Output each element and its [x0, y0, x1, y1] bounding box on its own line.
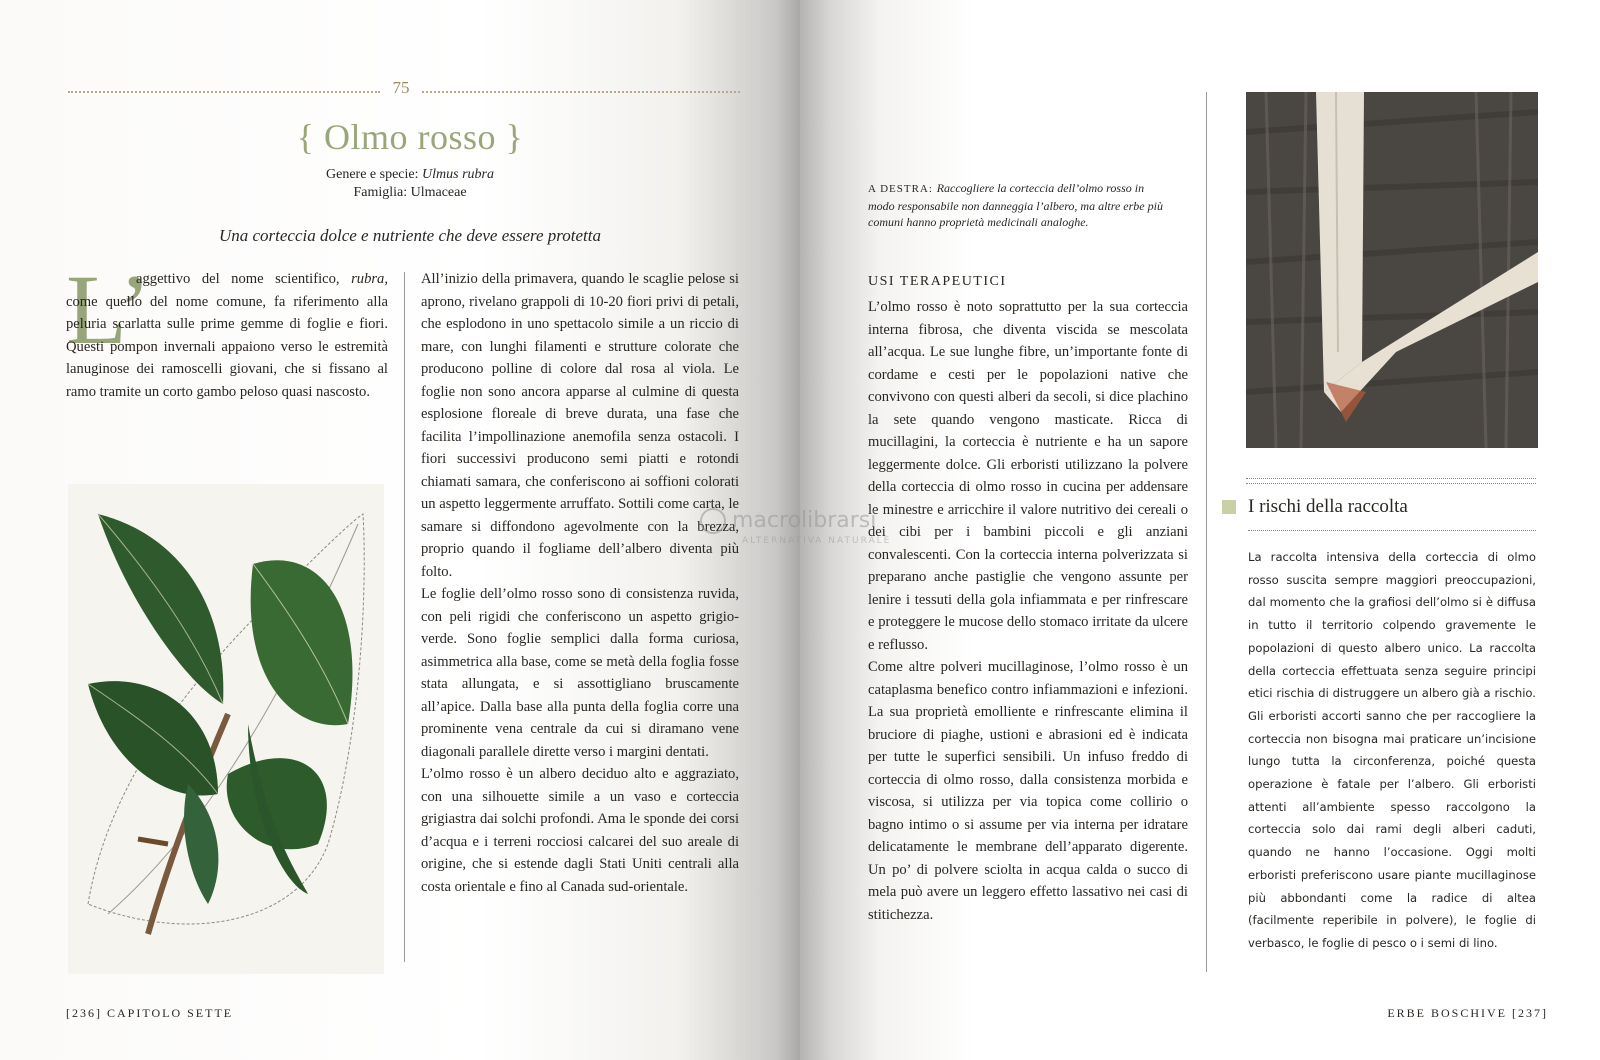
body-paragraph: Le foglie dell’olmo rosso sono di consistenza ruvida, con peli rigidi che conferiscono un aspetto grigio-verde. Sono foglie semplici dalla forma curiosa, asimmetrica alla base, come se metà della foglia fosse stata allungata, e si assottigliano bruscamente all’apice. Dalla base alla punta della foglia corre una prominente vena centrale da cui si diramano vene diagonali parallele dirette verso i margini dentati.	[421, 586, 739, 760]
watermark	[700, 508, 876, 534]
column-divider-right	[1206, 92, 1207, 972]
page-footer-left: [236] CAPITOLO SETTE	[66, 1006, 234, 1020]
watermark-logo-icon	[700, 508, 726, 534]
section-number: 75	[392, 78, 410, 97]
peeled-bark-image	[1246, 92, 1538, 448]
body-paragraph: L’olmo rosso è noto soprattutto per la sua corteccia interna fibrosa, che diventa viscida se mescolata all’acqua. Le sue lunghe fibre, un’importante fonte di cordame e cesti per le popolazioni native che convivono con questi alberi da secoli, si dice plachino la sete quando vengono masticate. Ricca di mucillagini, la corteccia è nutriente e ha un sapore leggermente dolce. Gli erboristi utilizzano la polvere della corteccia di olmo rosso in cucina per addensare le minestre e arricchire il valore nutritivo dei cereali o dei cibi per i bambini piccoli e gli anziani convalescenti. Con la corteccia interna polverizzata si preparano anche pastiglie che vengono assunte per lenire i tessuti della gola infiammata e per rinfrescare e proteggere le mucose dello stomaco irritate da ulcere e reflusso.	[868, 299, 1188, 653]
column-divider-left	[404, 272, 405, 962]
genus-label: Genere e specie:	[326, 167, 423, 182]
body-paragraph: Come altre polveri mucillaginose, l’olmo rosso è un cataplasma benefico contro infiammazioni e infezioni. La sua proprietà emolliente e rinfrescante elimina il bruciore di piaghe, ustioni e abrasioni ed è indicata per tutte le superfici sensibili. Un infuso freddo di corteccia di olmo rosso, dalla consistenza morbida e viscosa, si utilizza per via topica come collirio o bagno intimo o si assume per via interna per idratare delicatamente le membrane dell’apparato digerente. Un po’ di polvere sciolta in acqua calda o succo di mela può avere un leggero effetto lassativo nei casi di stitichezza.	[868, 659, 1188, 923]
intro-text-b: , come quello del nome comune, fa riferimento alla peluria scarlatta sulle prime gemme di foglie e fiori. Questi pompon invernali appaiono verso le estremità lanuginose dei ramoscelli giovani, che si fissano al ramo tramite un corto gambo peloso quasi nascosto.	[66, 271, 388, 400]
body-paragraph: All’inizio della primavera, quando le scaglie pelose si aprono, rivelano grappoli di 10-20 fiori privi di petali, che esplodono in uno spettacolo simile a un riccio di mare, con lunghi filamenti e strutture colorate che producono polline di colore dal rosa al viola. Le foglie non sono ancora apparse al culmine di questa esplosione floreale di breve durata, una fase che facilita l’impollinazione anemofila senza ostacoli. I fiori successivi producono semi piatti e rotondi chiamati samara, che conferiscono ai soffioni colorati un aspetto leggermente arruffato. Sottili come carta, le samare si diffondono agevolmente con la brezza, proprio quando il fogliame dell’albero diventa più folto.	[421, 271, 739, 580]
taxonomy-block	[250, 166, 570, 202]
tagline: Una corteccia dolce e nutriente che deve essere protetta	[218, 226, 602, 245]
page-title: { Olmo rosso }	[296, 117, 524, 157]
genus-line	[250, 166, 570, 184]
intro-text-a: aggettivo del nome scientifico,	[136, 271, 352, 287]
sidebar-heading: I rischi della raccolta	[1248, 496, 1408, 517]
leaf-branch-drawing	[68, 484, 384, 974]
therapeutic-uses-column	[868, 296, 1188, 926]
header-dotted-rule-left	[68, 91, 380, 93]
sidebar-bullet-square	[1222, 500, 1236, 514]
family-line: Famiglia: Ulmaceae	[353, 185, 467, 200]
elm-leaf-illustration	[68, 484, 384, 974]
page-footer-right: ERBE BOSCHIVE [237]	[1387, 1006, 1548, 1020]
sidebar-text: La raccolta intensiva della corteccia di olmo rosso suscita sempre maggiori preoccupazioni, dal momento che la grafiosi dell’olmo si è diffusa in tutto il territorio colpendo gravemente le popolazioni di questo albero unico. La raccolta della corteccia effettuata senza seguire principi etici rischia di distruggere un albero già a rischio. Gli erboristi accorti sanno che per raccogliere la corteccia non bisogna mai praticare un’incisione lungo tutta la circonferenza, poiché questa operazione è fatale per l’albero. Gli erboristi attenti all’ambiente spesso raccolgono la corteccia solo dai rami degli alberi caduti, quando ne hanno l’occasione. Oggi molti erboristi preferiscono usare piante mucillaginose più abbondanti come la radice di altea (facilmente reperibile in polvere), le foglie di verbasco, le foglie di pesco o i semi di lino.	[1248, 550, 1536, 950]
body-paragraph: L’olmo rosso è un albero deciduo alto e aggraziato, con una silhouette simile a un vaso e corteccia grigiastra dai solchi profondi. Ama le sponde dei corsi d’acqua e i terreni rocciosi calcarei del suo areale di origine, che si estende dagli Stati Uniti centrali alla costa orientale e fino al Canada sud-orientale.	[421, 766, 739, 895]
header-dotted-rule-right	[422, 91, 740, 93]
caption-text: Raccogliere la corteccia dell’olmo rosso in modo responsabile non danneggia l’albero, ma altre erbe più comuni hanno proprietà medicinali analoghe.	[868, 181, 1163, 229]
section-heading: USI TERAPEUTICI	[868, 274, 1007, 289]
watermark-text: macrolibrarsi	[732, 508, 877, 533]
bark-photo	[1246, 92, 1538, 448]
watermark-subtext: ALTERNATIVA NATURALE	[742, 536, 892, 546]
body-column-2	[421, 268, 739, 898]
drop-cap: L’	[66, 254, 152, 365]
sidebar-top-rule	[1246, 478, 1536, 484]
genus-value: Ulmus rubra	[422, 167, 494, 182]
photo-caption	[868, 180, 1168, 231]
intro-paragraph	[66, 268, 388, 403]
sidebar-heading-rule	[1248, 530, 1536, 531]
intro-italic: rubra	[351, 271, 385, 287]
caption-lead: A DESTRA:	[868, 183, 937, 195]
